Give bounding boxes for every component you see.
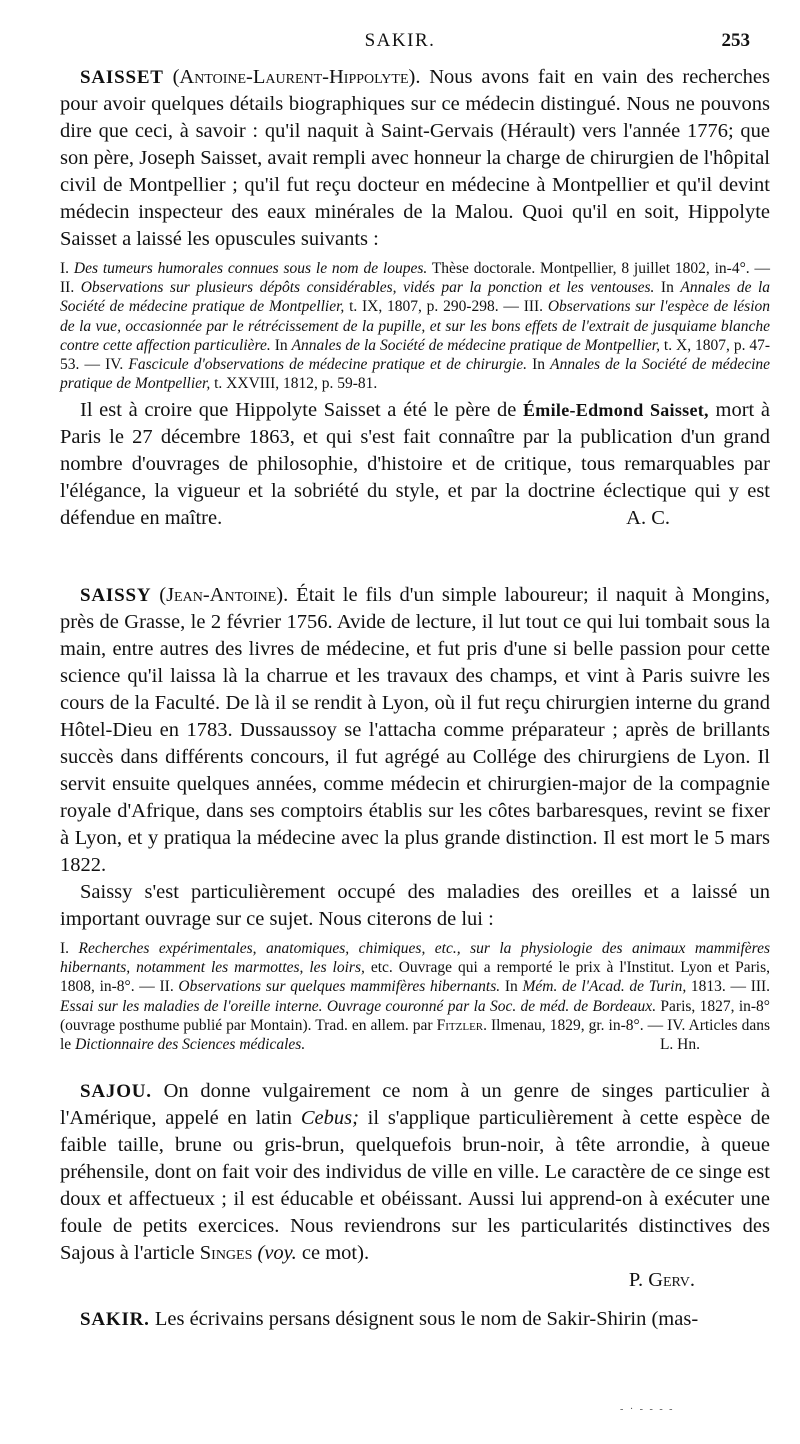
author-signature: P. Gerv. [628,1269,695,1291]
latin-name: Cebus; [300,1107,359,1129]
emile-edmond-saisset-name: Émile-Edmond Saisset, [523,400,709,421]
printer-mark: - · - - - - [620,1404,675,1415]
work-details: t. XXVIII, 1812, p. 59-81. [214,375,378,393]
voy-abbrev: (voy. [257,1242,297,1264]
work-in: In [660,279,674,297]
saissy-paragraph-2: Saissy s'est particulièrement occupé des maladies des oreilles et a laissé un important ouvrage sur ce sujet. Nous citerons de lui : [60,881,770,930]
work-number: III. [750,978,771,996]
work-journal: Annales de la Société de médecine pratique de Montpellier, [60,356,771,393]
entry-saisset [60,64,770,532]
saissy-paragraph-1 [60,582,770,879]
saissy-works [60,939,770,1054]
saisset-body: Nous avons fait en vain des recherches pour avoir quelques détails biographiques sur ce médecin distingué. Nous ne pouvons dire que ceci, à savoir : qu'il naquit à Saint-Gervais (Hérault) vers l'année 1776; que son père, Joseph Saisset, avait rempli avec honneur la charge de chirurgien de l'hôpital civil de Montpellier ; qu'il fut reçu docteur en médecine à Montpellier et qu'il devint médecin inspecteur des eaux minérales de la Malou. Quoi qu'il en soit, Hippolyte Saisset a laissé les opuscules suivants : [60,66,771,250]
work-details: Paris, 1827, in-8° (ouvrage posthume publié par Montain). Trad. en allem. par [60,997,771,1034]
work-title: Observations sur l'espèce de lésion de la vue, occasionnée par le rétrécissement de la pupille, et sur les bons effets de l'extrait de jusquiame blanche contre cette affection particulière. [60,298,771,354]
work-number: II. [159,978,174,996]
author-signature: A. C. [626,507,670,530]
saissy-full-name: (Jean-Antoine). [159,584,289,606]
work-title: Recherches expérimentales, anatomiques, chimiques, etc., sur la physiologie des animaux mammifères hibernants, notamment les marmottes, les loirs, [60,940,771,977]
work-title: Essai sur les maladies de l'oreille interne. Ouvrage couronné par la Soc. de méd. de Bordeaux. [60,997,657,1015]
work-details: etc. Ouvrage qui a remporté le prix à l'Institut. Lyon et Paris, 1808, in-8°. — [60,959,771,996]
work-details: Thèse doctorale. Montpellier, 8 juillet 1802, in-4°. — [431,260,771,277]
work-title: Fascicule d'observations de médecine pratique et de chirurgie. [128,356,527,374]
work-number: II. [60,279,75,297]
sajou-paragraph [60,1078,770,1267]
work-title: Des tumeurs humorales connues sous le nom de loupes. [73,260,428,277]
entry-saissy [60,582,770,1054]
work-details: 1813. — [690,978,746,996]
work-details: Ilmenau, 1829, gr. in-8°. — [491,1016,664,1034]
author-signature: L. Hn. [659,1036,700,1054]
running-title: SAKIR. [364,30,436,51]
work-in: In [504,978,518,996]
saisset-paragraph-2 [60,397,770,532]
work-title: Observations sur quelques mammifères hibernants. [178,978,501,996]
headword-saissy: SAISSY [80,585,152,606]
headword-saisset: SAISSET [80,67,164,88]
work-number: I. [60,260,70,277]
headword-sakir: SAKIR. [80,1309,150,1330]
work-title: Observations sur plusieurs dépôts considérables, vidés par la ponction et les ventouses. [80,279,655,297]
work-details: t. IX, 1807, p. 290-298. — [349,298,519,316]
sakir-paragraph [60,1306,770,1333]
work-number: III. [523,298,544,316]
work-details: Articles dans le [60,1016,770,1054]
work-number: I. [60,940,70,957]
entry-sajou [60,1078,770,1294]
saisset-paragraph-1 [60,64,770,253]
saisset-para2-start: Il est à croire que Hippolyte Saisset a été le père de [80,399,517,422]
saissy-body: Était le fils d'un simple laboureur; il naquit à Mongins, près de Grasse, le 2 février 1756. Avide de lecture, il lut tout ce qui lui tombait sous la main, entre autres des livres de médecine, et fut pris d'une si belle passion pour cette science qu'il laissa là la charrue et les travaux des champs, et vint à Paris suivre les cours de la Faculté. De là il se rendit à Lyon, où il fut reçu chirurgien interne du grand Hôtel-Dieu en 1783. Dussaussoy se l'attacha comme préparateur ; après de brillants succès dans différents concours, il fut agrégé au Collége des chirurgiens de Lyon. Il servit ensuite quelques années, comme médecin et chirurgien-major de la compagnie royale d'Afrique, dans ses comptoirs établis sur les côtes barbaresques, revint se fixer à Lyon, et y pratiqua la médecine avec la plus grande distinction. Il est mort le 5 mars 1822. [60,584,771,876]
page-number: 253 [721,30,750,51]
work-in: In [274,336,288,354]
work-journal: Annales de la Société de médecine pratique de Montpellier, [291,336,660,354]
work-title: Dictionnaire des Sciences médicales. [75,1036,306,1054]
saisset-works [60,259,770,393]
translator-name: Fitzler. [436,1016,487,1034]
work-in: In [532,356,546,374]
sajou-body-2: il s'applique particulièrement à cette espèce de faible taille, brune ou gris-brun, quelquefois brun-noir, à tête arrondie, à queue préhensile, dont on fait voir des individus de ville en ville. Le caractère de ce singe est doux et affectueux ; il est éducable et obéissant. Aussi lui apprend-on à exécuter une foule de petits exercices. Nous reviendrons sur les particularités distinctives des Sajous à l'article [60,1107,770,1264]
work-details: t. X, 1807, p. 47-53. — [60,336,771,374]
page-header [0,30,800,58]
entry-sakir [60,1306,770,1333]
cross-reference: Singes [199,1242,253,1264]
headword-sajou: SAJOU. [80,1081,152,1102]
work-number: IV. [105,356,124,374]
sakir-body: Les écrivains persans désignent sous le nom de Sakir-Shirin (mas- [154,1308,699,1330]
saisset-full-name: (Antoine-Laurent-Hippolyte). [172,66,421,88]
saisset-para2-rest: mort à Paris le 27 décembre 1863, et qui s'est fait connaître par la publication d'un grand nombre d'ouvrages de philosophie, d'histoire et de critique, tous remarquables par l'élégance, la vigueur et la sobriété du style, et par la doctrine éclectique qui y est défendue en maître. [60,399,770,530]
work-journal: Annales de la Société de médecine pratique de Montpellier, [60,279,771,316]
work-number: IV. [667,1016,686,1034]
work-journal: Mém. de l'Acad. de Turin, [522,978,687,996]
sajou-body-1: On donne vulgairement ce nom à un genre de singes particulier à l'Amérique, appelé en latin [60,1080,770,1129]
sajou-end: ce mot). [301,1242,370,1264]
